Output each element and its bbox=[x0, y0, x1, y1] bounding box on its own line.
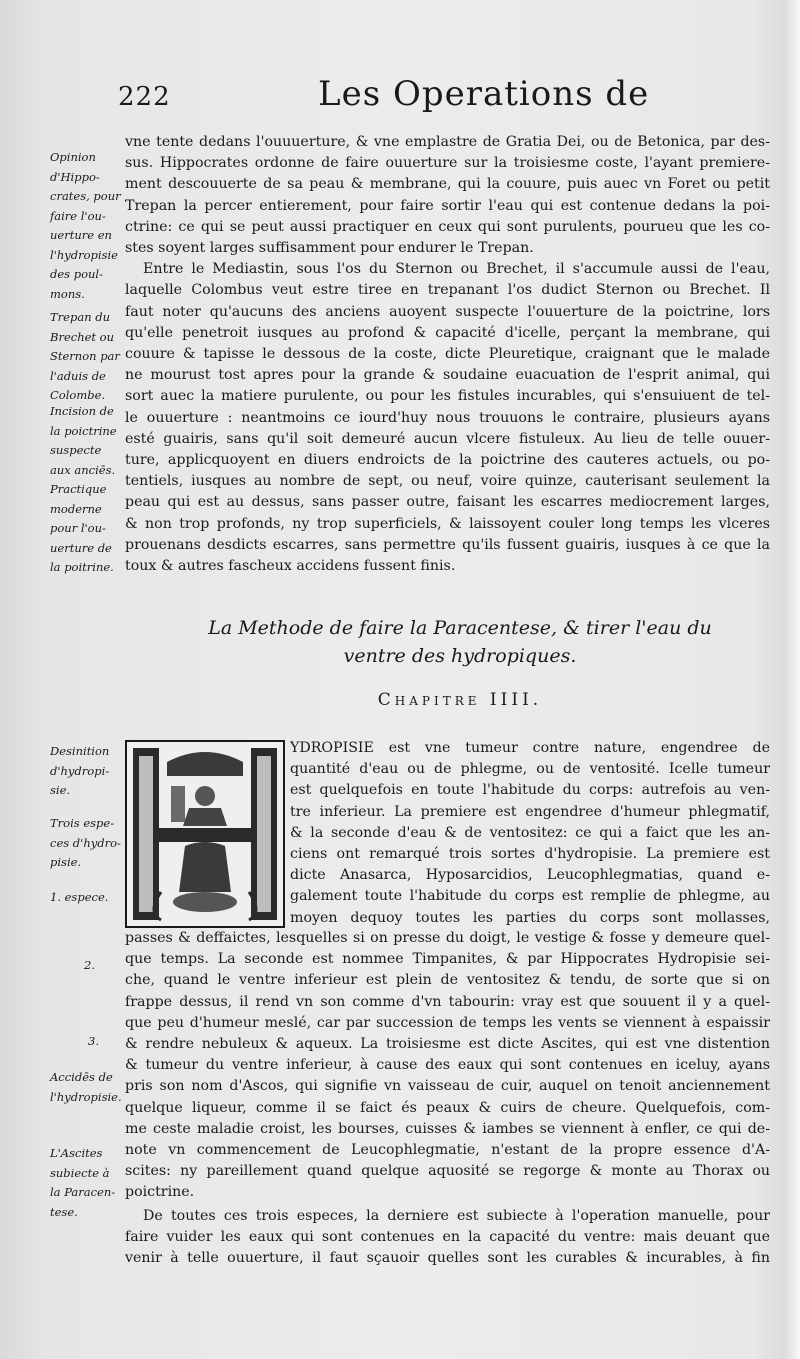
text-line: tre inferieur. La premiere est engendree d'humeur phlegmatif, bbox=[290, 803, 770, 820]
text-line: note vn commencement de Leucophlegmatie, n'estant de la propre essence d'A- bbox=[125, 1142, 770, 1159]
margin-note-species-2: 2. bbox=[84, 958, 95, 972]
decorated-initial-h bbox=[125, 740, 285, 928]
margin-note-trepan: Trepan du Brechet ou Sternon par l'aduis de Colombe. bbox=[50, 310, 120, 402]
text-line: De toutes ces trois especes, la derniere est subiecte à l'operation manuelle, pour bbox=[143, 1208, 770, 1224]
text-line: que peu d'humeur meslé, car par succession de temps les vents se viennent à espaissir bbox=[125, 1014, 770, 1031]
text-line: sort auec la matiere purulente, ou pour les fistules incurables, qui s'ensuiuent de tel- bbox=[125, 388, 770, 405]
text-line: che, quand le ventre inferieur est plein de ventositez & tendu, de sorte que si on bbox=[125, 972, 770, 989]
body-text-final bbox=[125, 1206, 770, 1270]
text-line: & tumeur du ventre inferieur, à cause des eaux qui sont contenues en iceluy, ayans bbox=[125, 1057, 770, 1074]
text-line: esté guairis, sans qu'il soit demeuré aucun vlcere fistuleux. Au lieu de telle ouuer- bbox=[125, 430, 770, 447]
text-line: couure & tapisse le dessous de la coste, dicte Pleuretique, craignant que le malade bbox=[125, 346, 770, 363]
text-line: & non trop profonds, ny trop superficiels, & laissoyent couler long temps les vlceres bbox=[125, 515, 770, 532]
text-line: quantité d'eau ou de phlegme, ou de ventosité. Icelle tumeur bbox=[290, 761, 770, 778]
text-line: scites: ny pareillement quand quelque aquosité se regorge & monte au Thorax ou bbox=[125, 1163, 770, 1180]
margin-note-species-3: 3. bbox=[88, 1034, 99, 1048]
woodcut-illustration-icon bbox=[127, 742, 283, 926]
text-line: dicte Anasarca, Hyposarcidios, Leucophlegmatias, quand e- bbox=[290, 867, 770, 884]
text-line: & la seconde d'eau & de ventositez: ce qui a faict que les an- bbox=[290, 824, 770, 841]
text-line: stes soyent larges suffisamment pour endurer le Trepan. bbox=[125, 240, 534, 257]
margin-note-incision: Incision de la poictrine suspecte aux anciēs. bbox=[50, 404, 117, 477]
text-line: poictrine. bbox=[125, 1184, 195, 1201]
text-line: me ceste maladie croist, les bourses, cuisses & iambes se viennent à enfler, ce qui de- bbox=[125, 1120, 770, 1137]
text-line: le ouuerture : neantmoins ce iourd'huy nous trouuons le contraire, plusieurs ayans bbox=[125, 409, 770, 426]
page-edge bbox=[784, 0, 800, 1359]
text-line: Trepan la percer entierement, pour faire sortir l'eau qui est contenue dedans la poi- bbox=[125, 197, 770, 214]
text-line: toux & autres fascheux accidens fussent finis. bbox=[125, 558, 456, 575]
running-title: Les Operations de bbox=[318, 74, 650, 114]
text-line: qu'elle penetroit iusques au profond & capacité d'icelle, perçant la membrane, qui bbox=[125, 324, 770, 341]
margin-note-hippocrates: Opinion d'Hippo- crates, pour faire l'ou- uerture en l'hydropisie des poul- mons. bbox=[50, 150, 121, 301]
margin-note-accidents: Accidēs de l'hydropisie. bbox=[50, 1070, 122, 1104]
text-line: frappe dessus, il rend vn son comme d'vn tabourin: vray est que souuent il y a quel- bbox=[125, 993, 770, 1010]
body-text-upper bbox=[125, 132, 770, 577]
text-line: laquelle Colombus veut estre tiree en trepanant l'os dudict Sternon ou Brechet. Il bbox=[125, 282, 770, 299]
margin-note-ascites: L'Ascites subiecte à la Paracen- tese. bbox=[50, 1146, 116, 1219]
text-line: Entre le Mediastin, sous l'os du Sternon ou Brechet, il s'accumule aussi de l'eau, bbox=[143, 261, 770, 278]
text-line: ctrine: ce qui se peut aussi practiquer en ceux qui sont purulents, pourueu que les co- bbox=[125, 218, 770, 235]
body-text-lower bbox=[125, 928, 770, 1204]
text-line: faire vuider les eaux qui sont contenues en la capacité du ventre: mais deuant que bbox=[125, 1229, 770, 1246]
page-number: 222 bbox=[118, 82, 171, 112]
text-line: que temps. La seconde est nommee Timpanites, & par Hippocrates Hydropisie sei- bbox=[125, 951, 770, 968]
margin-note-three-species: Trois espe- ces d'hydro- pisie. bbox=[50, 816, 121, 869]
text-line: moyen dequoy toutes les parties du corps sont mollasses, bbox=[290, 909, 770, 926]
text-line: quelque liqueur, comme il se faict és peaux & cuirs de cheure. Quelquefois, com- bbox=[125, 1099, 770, 1116]
text-line: ture, applicquoyent en diuers endroicts de la poictrine des cauteres actuels, ou po- bbox=[125, 452, 770, 469]
margin-note-definition: Desinition d'hydropi- sie. bbox=[50, 744, 110, 797]
text-line: prouenans desdicts escarres, sans permettre qu'ils fussent guairis, iusques à ce que la bbox=[125, 536, 770, 553]
text-line: ne mourust tost apres pour la grande & soudaine euacuation de l'esprit animal, qui bbox=[125, 367, 770, 384]
text-line: ment descouuerte de sa peau & membrane, qui la couure, puis auec vn Foret ou petit bbox=[125, 176, 770, 193]
text-line: faut noter qu'aucuns des anciens auoyent suspecte l'ouuerture de la poictrine, lors bbox=[125, 303, 770, 320]
text-line: ciens ont remarqué trois sortes d'hydropisie. La premiere est bbox=[290, 846, 770, 863]
text-line: est quelquefois en toute l'habitude du corps: autrefois au ven- bbox=[290, 782, 770, 799]
text-line: vne tente dedans l'ouuuerture, & vne emplastre de Gratia Dei, ou de Betonica, par des- bbox=[125, 134, 770, 150]
text-line: galement toute l'habitude du corps est remplie de phlegme, au bbox=[290, 888, 770, 905]
text-line: peau qui est au dessus, sans passer outre, faisant les escarres mediocrement larges, bbox=[125, 494, 770, 511]
text-line: & rendre nebuleux & aqueux. La troisiesme est dicte Ascites, qui est vne distention bbox=[125, 1036, 770, 1053]
text-line: YDROPISIE est vne tumeur contre nature, engendree de bbox=[290, 740, 770, 756]
body-text-beside-initial bbox=[290, 738, 770, 929]
section-title bbox=[180, 614, 740, 670]
margin-note-species-1: 1. espece. bbox=[50, 890, 109, 904]
text-line: venir à telle ouuerture, il faut sçauoir quelles sont les curables & incurables, à fin bbox=[125, 1250, 770, 1267]
text-line: sus. Hippocrates ordonne de faire ouuerture sur la troisiesme coste, l'ayant premiere- bbox=[125, 155, 770, 172]
text-line: passes & deffaictes, lesquelles si on presse du doigt, le vestige & fosse y demeure quel- bbox=[125, 930, 770, 946]
section-title-line-2: ventre des hydropiques. bbox=[343, 645, 577, 667]
section-title-line-1: La Methode de faire la Paracentese, & tirer l'eau du bbox=[208, 617, 712, 639]
chapter-heading: Chapitre IIII. bbox=[377, 690, 543, 710]
text-line: tentiels, iusques au nombre de sept, ou neuf, voire quinze, cauterisant seulement la bbox=[125, 473, 770, 490]
margin-note-practique: Practique moderne pour l'ou- uerture de la poitrine. bbox=[50, 482, 114, 574]
text-line: pris son nom d'Ascos, qui signifie vn vaisseau de cuir, auquel on tenoit anciennement bbox=[125, 1078, 770, 1095]
